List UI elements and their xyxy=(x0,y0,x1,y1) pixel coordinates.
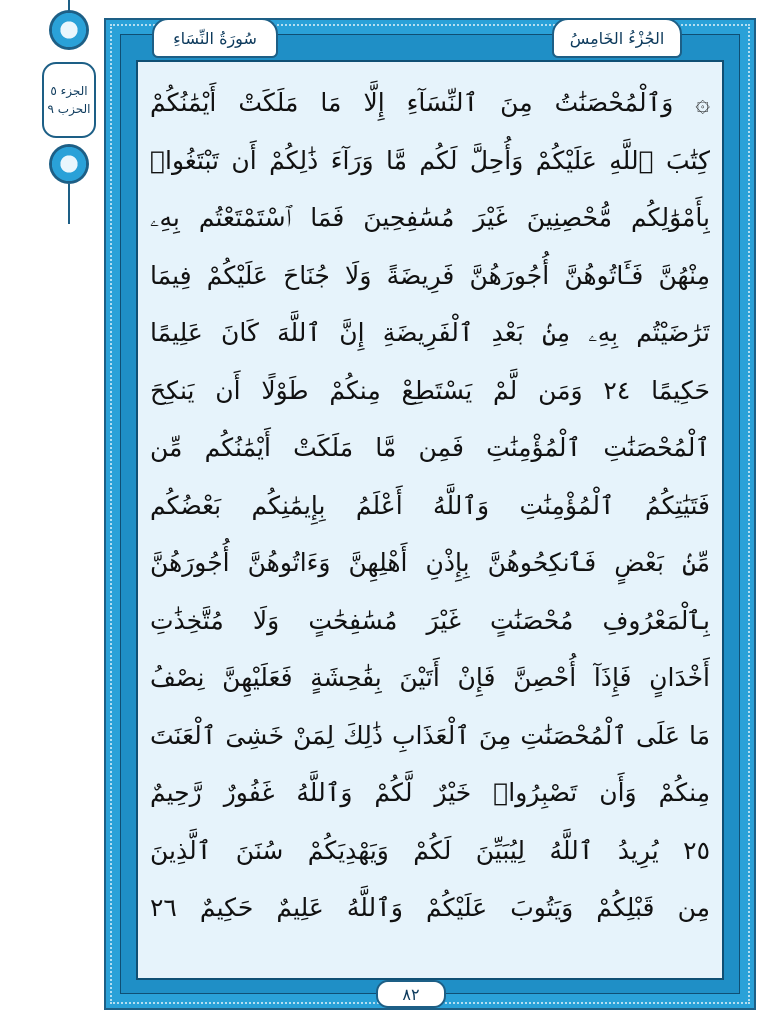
text-line-2: كِتَٰبَ ٱللَّهِ عَلَيْكُمْ وَأُحِلَّ لَكُم مَّا وَرَآءَ ذَٰلِكُمْ أَن تَبْتَغُوا۟ xyxy=(150,145,710,175)
text-line-13: مِنكُمْ وَأَن تَصْبِرُوا۟ خَيْرٌ لَّكُمْ وَٱللَّهُ غَفُورٌ رَّحِيمٌ xyxy=(150,778,710,807)
juz-hizb-box xyxy=(42,62,96,138)
text-line-4: مِنْهُنَّ فَـَٔاتُوهُنَّ أُجُورَهُنَّ فَرِيضَةً وَلَا جُنَاحَ عَلَيْكُمْ فِيمَا xyxy=(150,260,710,290)
text-line-15: مِن قَبْلِكُمْ وَيَتُوبَ عَلَيْكُمْ وَٱللَّهُ عَلِيمٌ حَكِيمٌ ٢٦ xyxy=(150,893,710,922)
text-line-7: ٱلْمُحْصَنَٰتِ ٱلْمُؤْمِنَٰتِ فَمِن مَّا مَلَكَتْ أَيْمَٰنُكُم مِّن xyxy=(150,433,710,462)
marker-line-bottom xyxy=(68,184,70,224)
text-line-3: بِأَمْوَٰلِكُم مُّحْصِنِينَ غَيْرَ مُسَٰفِحِينَ فَمَا ٱسْتَمْتَعْتُم بِهِۦ xyxy=(150,203,710,232)
rosette-icon xyxy=(49,144,89,184)
page-number-label: ٨٢ xyxy=(402,984,420,1004)
text-line-10: بِٱلْمَعْرُوفِ مُحْصَنَٰتٍ غَيْرَ مُسَٰفِحَٰتٍ وَلَا مُتَّخِذَٰتِ xyxy=(150,605,710,635)
text-line-9: مِّنۢ بَعْضٍ فَٱنكِحُوهُنَّ بِإِذْنِ أَهْلِهِنَّ وَءَاتُوهُنَّ أُجُورَهُنَّ xyxy=(150,548,710,577)
text-line-5: تَرَٰضَيْتُم بِهِۦ مِنۢ بَعْدِ ٱلْفَرِيضَةِ إِنَّ ٱللَّهَ كَانَ عَلِيمًا xyxy=(150,318,710,347)
text-line-12: مَا عَلَى ٱلْمُحْصَنَٰتِ مِنَ ٱلْعَذَابِ ذَٰلِكَ لِمَنْ خَشِىَ ٱلْعَنَتَ xyxy=(150,720,710,750)
page-number xyxy=(376,980,446,1008)
surah-name-tab xyxy=(152,18,278,58)
text-line-11: أَخْدَانٍ فَإِذَآ أُحْصِنَّ فَإِنْ أَتَيْنَ بِفَٰحِشَةٍ فَعَلَيْهِنَّ نِصْفُ xyxy=(150,663,710,692)
text-line-6: حَكِيمًا ٢٤ وَمَن لَّمْ يَسْتَطِعْ مِنكُمْ طَوْلًا أَن يَنكِحَ xyxy=(150,375,710,405)
text-line-8: فَتَيَٰتِكُمُ ٱلْمُؤْمِنَٰتِ وَٱللَّهُ أَعْلَمُ بِإِيمَٰنِكُم بَعْضُكُم xyxy=(150,490,710,520)
text-line-1: ۞ وَٱلْمُحْصَنَٰتُ مِنَ ٱلنِّسَآءِ إِلَّا مَا مَلَكَتْ أَيْمَٰنُكُمْ xyxy=(150,88,710,117)
quran-text xyxy=(150,74,710,937)
text-line-14: ٢٥ يُرِيدُ ٱللَّهُ لِيُبَيِّنَ لَكُمْ وَيَهْدِيَكُمْ سُنَنَ ٱلَّذِينَ xyxy=(150,835,710,865)
juz-name-tab xyxy=(552,18,682,58)
juz-hizb-marker xyxy=(38,0,100,230)
juz-label: الجزء ٥ xyxy=(50,84,88,98)
juz-name: الجُزْءُ الخَامِسُ xyxy=(569,28,665,48)
surah-name: سُورَةُ النِّسَاءِ xyxy=(173,28,257,48)
rosette-icon xyxy=(49,10,89,50)
hizb-label: الحزب ٩ xyxy=(47,102,91,116)
